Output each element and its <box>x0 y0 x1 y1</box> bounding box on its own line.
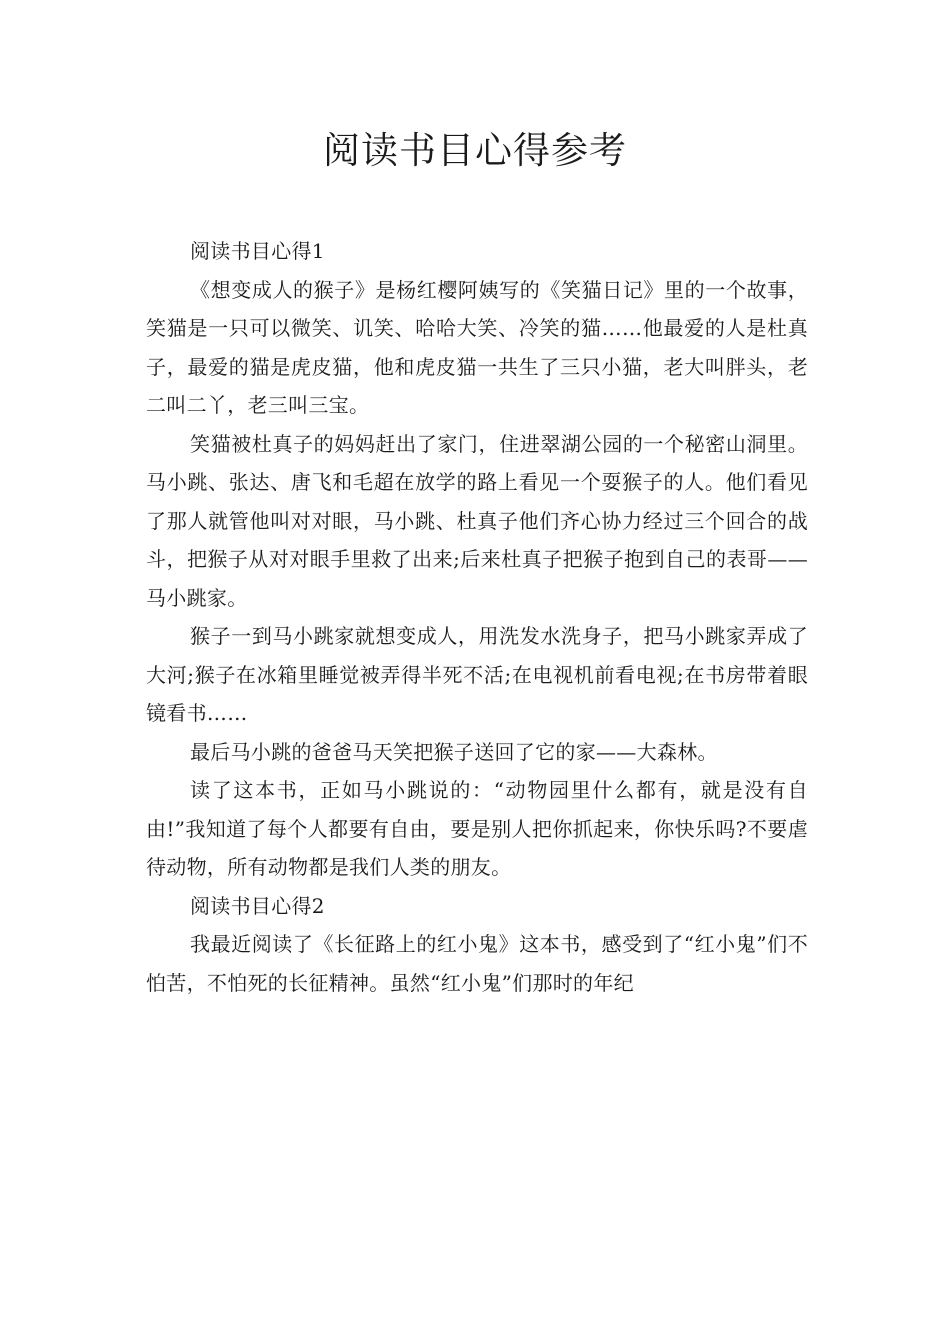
paragraph: 我最近阅读了《长征路上的红小鬼》这本书，感受到了“红小鬼”们不怕苦，不怕死的长征精神。虽然“红小鬼”们那时的年纪 <box>146 932 808 995</box>
paragraph: 《想变成人的猴子》是杨红樱阿姨写的《笑猫日记》里的一个故事，笑猫是一只可以微笑、讥笑、哈哈大笑、冷笑的猫……他最爱的人是杜真子，最爱的猫是虎皮猫，他和虎皮猫一共生了三只小猫，老大叫胖头，老二叫二丫，老三叫三宝。 <box>146 277 808 417</box>
paragraph: 最后马小跳的爸爸马天笑把猴子送回了它的家——大森林。 <box>190 739 718 764</box>
document-title: 阅读书目心得参考 <box>323 129 627 172</box>
paragraph: 笑猫被杜真子的妈妈赶出了家门，住进翠湖公园的一个秘密山洞里。马小跳、张达、唐飞和毛超在放学的路上看见一个耍猴子的人。他们看见了那人就管他叫对对眼，马小跳、杜真子他们齐心协力经过三个回合的战斗，把猴子从对对眼手里救了出来;后来杜真子把猴子抱到自己的表哥——马小跳家。 <box>146 431 808 610</box>
section-heading: 阅读书目心得1 <box>190 239 325 263</box>
document-body <box>146 232 808 1002</box>
paragraph: 猴子一到马小跳家就想变成人，用洗发水洗身子，把马小跳家弄成了大河;猴子在冰箱里睡觉被弄得半死不活;在电视机前看电视;在书房带着眼镜看书…… <box>146 624 808 725</box>
paragraph: 读了这本书，正如马小跳说的：“动物园里什么都有，就是没有自由!”我知道了每个人都要有自由，要是别人把你抓起来，你快乐吗?不要虐待动物，所有动物都是我们人类的朋友。 <box>146 778 808 879</box>
section-heading: 阅读书目心得2 <box>190 893 325 918</box>
